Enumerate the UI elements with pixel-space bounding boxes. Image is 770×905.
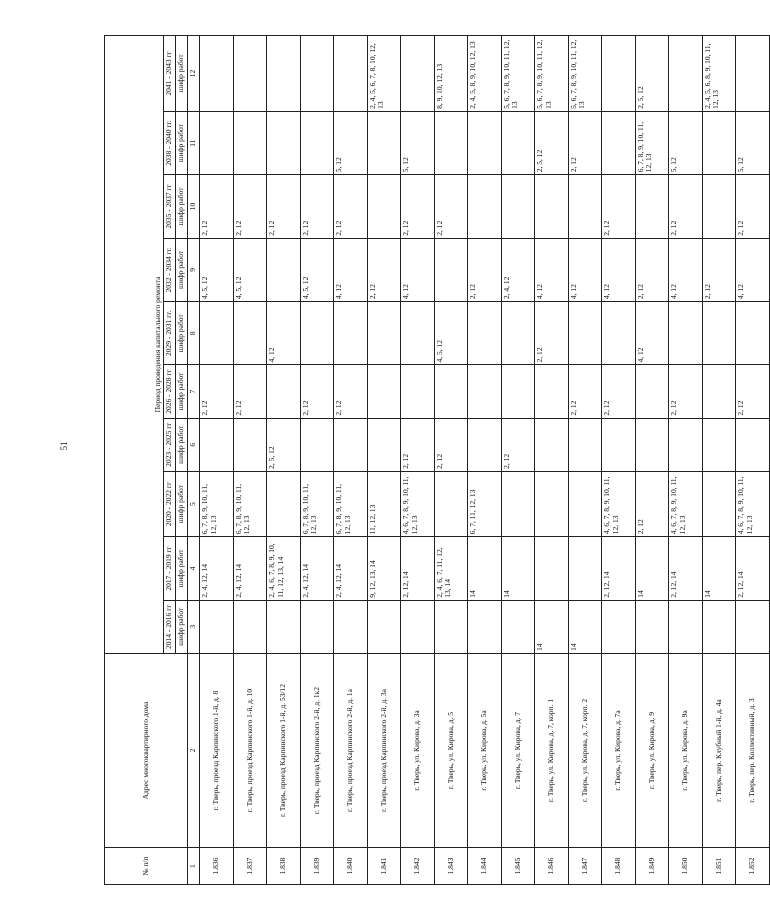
table-row	[200, 36, 234, 885]
work-codes-cell: 6, 7, 8, 9, 10, 11, 12, 13	[233, 471, 267, 536]
work-codes-cell: 2, 12	[702, 238, 736, 301]
work-codes-cell: 5, 6, 7, 8, 9, 10, 11, 12, 13	[568, 36, 602, 112]
work-codes-cell: 4, 6, 7, 8, 9, 10, 11, 12, 13	[401, 471, 435, 536]
work-codes-cell	[736, 600, 770, 653]
work-codes-cell: 14	[568, 600, 602, 653]
work-code-header: шифр работ	[176, 600, 188, 653]
work-codes-cell: 2, 4, 5, 6, 8, 9, 10, 11, 12, 13	[702, 36, 736, 112]
row-number: 1.844	[468, 848, 502, 885]
row-address: г. Тверь, проезд Карпинского 2-й, д. 1а	[334, 653, 368, 847]
work-codes-cell	[702, 175, 736, 238]
period-header: 2035 - 2037 гг	[164, 175, 176, 238]
table-row	[267, 36, 301, 885]
work-codes-cell	[635, 175, 669, 238]
work-codes-cell: 4, 5, 12	[300, 238, 334, 301]
work-codes-cell	[367, 365, 401, 418]
work-codes-cell	[233, 111, 267, 174]
work-codes-cell: 2, 12	[468, 238, 502, 301]
row-address: г. Тверь, ул. Кирова, д. 3а	[401, 653, 435, 847]
work-codes-cell	[200, 36, 234, 112]
column-index: 10	[188, 175, 200, 238]
work-codes-cell	[702, 111, 736, 174]
table-row	[367, 36, 401, 885]
work-codes-cell: 2, 4, 12, 14	[334, 537, 368, 600]
work-codes-cell: 6, 7, 8, 9, 10, 11, 12, 13	[300, 471, 334, 536]
table-row	[568, 36, 602, 885]
work-codes-cell: 2, 4, 6, 7, 11, 12, 13, 14	[434, 537, 468, 600]
work-codes-cell	[401, 600, 435, 653]
work-codes-cell	[702, 302, 736, 365]
work-codes-cell	[535, 537, 569, 600]
work-codes-cell	[267, 238, 301, 301]
work-codes-cell: 6, 7, 8, 9, 10, 11, 12, 13	[635, 111, 669, 174]
table-row	[334, 36, 368, 885]
work-codes-cell	[434, 238, 468, 301]
page-number: 51	[59, 441, 69, 451]
table-row	[535, 36, 569, 885]
work-codes-cell	[468, 365, 502, 418]
row-number: 1.852	[736, 848, 770, 885]
period-header: 2038 - 2040 гг.	[164, 111, 176, 174]
work-codes-cell	[669, 600, 703, 653]
work-codes-cell: 4, 12	[401, 238, 435, 301]
work-codes-cell: 4, 5, 12	[200, 238, 234, 301]
work-codes-cell	[334, 600, 368, 653]
period-header: 2017 - 2019 гг	[164, 537, 176, 600]
period-header: 2041 - 2043 гг	[164, 36, 176, 112]
work-codes-cell: 2, 12	[401, 418, 435, 471]
work-codes-cell	[501, 471, 535, 536]
work-codes-cell: 2, 12	[300, 365, 334, 418]
work-codes-cell	[434, 111, 468, 174]
period-header: 2029 - 2031 гг.	[164, 302, 176, 365]
work-codes-cell: 2, 12	[434, 175, 468, 238]
work-codes-cell: 4, 12	[669, 238, 703, 301]
rotated-page	[104, 35, 756, 885]
work-code-header: шифр работ	[176, 111, 188, 174]
work-codes-cell: 4, 12	[535, 238, 569, 301]
work-codes-cell: 4, 6, 7, 8, 9, 10, 11, 12, 13	[602, 471, 636, 536]
row-address: г. Тверь, ул. Кирова, д. 9а	[669, 653, 703, 847]
table-row	[501, 36, 535, 885]
work-codes-cell: 2, 12, 14	[401, 537, 435, 600]
work-codes-cell	[468, 302, 502, 365]
row-number: 1.847	[568, 848, 602, 885]
column-index: 4	[188, 537, 200, 600]
work-codes-cell: 2, 12	[200, 365, 234, 418]
work-codes-cell: 2, 12, 14	[602, 537, 636, 600]
work-codes-cell: 2, 12	[602, 365, 636, 418]
work-codes-cell: 5, 12	[669, 111, 703, 174]
work-codes-cell: 2, 12	[635, 471, 669, 536]
work-codes-cell	[568, 537, 602, 600]
table-row	[300, 36, 334, 885]
work-codes-cell	[535, 418, 569, 471]
table-row	[702, 36, 736, 885]
row-address: г. Тверь, ул. Кирова, д. 5а	[468, 653, 502, 847]
column-index: 12	[188, 36, 200, 112]
work-codes-cell: 4, 12	[602, 238, 636, 301]
work-code-header: шифр работ	[176, 418, 188, 471]
work-codes-cell	[501, 175, 535, 238]
work-code-header: шифр работ	[176, 537, 188, 600]
row-address: г. Тверь, ул. Кирова, д. 7, корп. 1	[535, 653, 569, 847]
work-codes-cell: 2, 12	[334, 175, 368, 238]
work-codes-cell	[334, 36, 368, 112]
work-codes-cell	[568, 302, 602, 365]
work-codes-cell	[501, 302, 535, 365]
work-codes-cell: 2, 4, 12	[501, 238, 535, 301]
work-codes-cell: 6, 7, 11, 12, 13	[468, 471, 502, 536]
work-codes-cell	[401, 302, 435, 365]
work-codes-cell	[602, 36, 636, 112]
row-number: 1.850	[669, 848, 703, 885]
column-index: 1	[188, 848, 200, 885]
work-codes-cell: 4, 12	[635, 302, 669, 365]
row-number: 1.836	[200, 848, 234, 885]
work-codes-cell	[568, 175, 602, 238]
work-code-header: шифр работ	[176, 238, 188, 301]
period-header: 2023 - 2025 гг	[164, 418, 176, 471]
work-codes-cell	[300, 36, 334, 112]
period-header: 2032 - 2034 гг.	[164, 238, 176, 301]
work-codes-cell	[233, 600, 267, 653]
work-codes-cell: 2, 12	[501, 418, 535, 471]
work-codes-cell	[702, 365, 736, 418]
work-codes-cell	[300, 418, 334, 471]
column-index: 11	[188, 111, 200, 174]
row-address: г. Тверь, проезд Карпинского 2-й, д. 3а	[367, 653, 401, 847]
work-codes-cell	[702, 471, 736, 536]
capital-repair-table	[104, 35, 770, 885]
work-codes-cell: 14	[535, 600, 569, 653]
work-codes-cell: 14	[635, 537, 669, 600]
work-codes-cell	[200, 111, 234, 174]
row-number: 1.841	[367, 848, 401, 885]
work-codes-cell: 2, 12	[233, 365, 267, 418]
column-index: 3	[188, 600, 200, 653]
work-codes-cell: 14	[468, 537, 502, 600]
work-codes-cell: 5, 12	[334, 111, 368, 174]
work-codes-cell	[602, 111, 636, 174]
work-codes-cell: 4, 6, 7, 8, 9, 10, 11, 12, 13	[669, 471, 703, 536]
header-address: Адрес многоквартирного дома	[105, 653, 188, 847]
work-codes-cell: 2, 12	[200, 175, 234, 238]
row-number: 1.845	[501, 848, 535, 885]
period-header: 2020 - 2022 гг	[164, 471, 176, 536]
work-codes-cell: 5, 12	[736, 111, 770, 174]
work-codes-cell: 2, 12	[736, 365, 770, 418]
row-number: 1.837	[233, 848, 267, 885]
work-codes-cell	[602, 302, 636, 365]
column-index: 7	[188, 365, 200, 418]
column-index: 5	[188, 471, 200, 536]
column-index: 8	[188, 302, 200, 365]
table-row	[602, 36, 636, 885]
work-codes-cell: 2, 12	[669, 175, 703, 238]
work-codes-cell: 2, 4, 12, 14	[200, 537, 234, 600]
row-number: 1.843	[434, 848, 468, 885]
row-address: г. Тверь, пер. Клубный 1-й, д. 4а	[702, 653, 736, 847]
row-address: г. Тверь, проезд Карпинского 1-й, д. 53/12	[267, 653, 301, 847]
work-codes-cell: 4, 5, 12	[233, 238, 267, 301]
work-codes-cell: 2, 5, 12	[267, 418, 301, 471]
work-codes-cell: 2, 12	[568, 111, 602, 174]
row-number: 1.851	[702, 848, 736, 885]
work-codes-cell: 2, 4, 6, 7, 8, 9, 10, 11, 12, 13, 14	[267, 537, 301, 600]
work-codes-cell	[501, 600, 535, 653]
work-code-header: шифр работ	[176, 471, 188, 536]
column-index: 2	[188, 653, 200, 847]
work-codes-cell	[602, 600, 636, 653]
work-codes-cell	[334, 302, 368, 365]
period-header: 2014 - 2016 гг	[164, 600, 176, 653]
work-codes-cell: 4, 12	[736, 238, 770, 301]
work-codes-cell: 6, 7, 8, 9, 10, 11, 12, 13	[334, 471, 368, 536]
work-codes-cell	[367, 600, 401, 653]
column-index: 6	[188, 418, 200, 471]
work-codes-cell	[300, 111, 334, 174]
work-codes-cell	[501, 111, 535, 174]
work-codes-cell: 4, 6, 7, 8, 9, 10, 11, 12, 13	[736, 471, 770, 536]
work-codes-cell: 2, 12, 14	[669, 537, 703, 600]
work-codes-cell	[568, 471, 602, 536]
work-code-header: шифр работ	[176, 36, 188, 112]
work-codes-cell: 8, 9, 10, 12, 13	[434, 36, 468, 112]
work-codes-cell	[535, 471, 569, 536]
work-codes-cell	[669, 36, 703, 112]
work-codes-cell	[367, 418, 401, 471]
row-address: г. Тверь, пер. Коллективный, д. 3	[736, 653, 770, 847]
work-codes-cell	[434, 600, 468, 653]
work-codes-cell: 2, 12	[669, 365, 703, 418]
work-code-header: шифр работ	[176, 365, 188, 418]
work-codes-cell: 2, 12	[300, 175, 334, 238]
work-codes-cell: 4, 12	[568, 238, 602, 301]
work-codes-cell: 2, 4, 12, 14	[300, 537, 334, 600]
row-address: г. Тверь, проезд Карпинского 1-й, д. 10	[233, 653, 267, 847]
work-codes-cell: 4, 12	[267, 302, 301, 365]
work-codes-cell: 9, 12, 13, 14	[367, 537, 401, 600]
work-codes-cell	[267, 600, 301, 653]
table-row	[468, 36, 502, 885]
work-codes-cell	[233, 36, 267, 112]
work-codes-cell	[334, 418, 368, 471]
row-number: 1.846	[535, 848, 569, 885]
row-number: 1.842	[401, 848, 435, 885]
work-codes-cell	[200, 302, 234, 365]
work-codes-cell: 2, 5, 12	[535, 111, 569, 174]
work-codes-cell: 2, 12	[267, 175, 301, 238]
header-no: № п/п	[105, 848, 188, 885]
work-codes-cell	[367, 302, 401, 365]
work-codes-cell	[602, 418, 636, 471]
row-number: 1.849	[635, 848, 669, 885]
work-codes-cell	[367, 175, 401, 238]
work-codes-cell: 2, 12	[736, 175, 770, 238]
work-codes-cell	[300, 302, 334, 365]
table-row	[635, 36, 669, 885]
work-codes-cell: 2, 12, 14	[736, 537, 770, 600]
work-codes-cell	[468, 111, 502, 174]
work-code-header: шифр работ	[176, 175, 188, 238]
period-header: 2026 - 2028 гг	[164, 365, 176, 418]
work-codes-cell	[669, 418, 703, 471]
work-codes-cell	[434, 471, 468, 536]
work-codes-cell	[702, 418, 736, 471]
row-address: г. Тверь, ул. Кирова, д. 5	[434, 653, 468, 847]
work-codes-cell	[200, 418, 234, 471]
work-codes-cell: 14	[702, 537, 736, 600]
work-codes-cell: 2, 12	[535, 302, 569, 365]
work-codes-cell: 5, 12	[401, 111, 435, 174]
work-codes-cell: 2, 12	[233, 175, 267, 238]
work-codes-cell: 6, 7, 8, 9, 10, 11, 12, 13	[200, 471, 234, 536]
work-codes-cell	[401, 365, 435, 418]
work-codes-cell	[736, 418, 770, 471]
work-codes-cell: 2, 12	[434, 418, 468, 471]
work-codes-cell	[635, 600, 669, 653]
work-codes-cell: 2, 4, 5, 6, 7, 8, 10, 12, 13	[367, 36, 401, 112]
work-codes-cell: 2, 5, 12	[635, 36, 669, 112]
row-number: 1.840	[334, 848, 368, 885]
table-row	[401, 36, 435, 885]
work-codes-cell: 5, 6, 7, 8, 9, 10, 11, 12, 13	[501, 36, 535, 112]
work-codes-cell	[434, 365, 468, 418]
work-codes-cell	[468, 600, 502, 653]
work-codes-cell: 2, 4, 12, 14	[233, 537, 267, 600]
work-codes-cell: 4, 5, 12	[434, 302, 468, 365]
work-codes-cell	[736, 302, 770, 365]
work-codes-cell: 2, 12	[602, 175, 636, 238]
work-codes-cell	[267, 111, 301, 174]
row-address: г. Тверь, ул. Кирова, д. 7	[501, 653, 535, 847]
row-number: 1.848	[602, 848, 636, 885]
work-codes-cell	[736, 36, 770, 112]
work-codes-cell: 4, 12	[334, 238, 368, 301]
work-codes-cell	[233, 418, 267, 471]
row-number: 1.838	[267, 848, 301, 885]
work-codes-cell	[702, 600, 736, 653]
work-code-header: шифр работ	[176, 302, 188, 365]
row-address: г. Тверь, ул. Кирова, д. 7, корп. 2	[568, 653, 602, 847]
work-codes-cell: 2, 12	[334, 365, 368, 418]
work-codes-cell	[267, 365, 301, 418]
work-codes-cell	[468, 175, 502, 238]
work-codes-cell	[401, 36, 435, 112]
table-row	[669, 36, 703, 885]
table-row	[434, 36, 468, 885]
work-codes-cell: 2, 12	[401, 175, 435, 238]
work-codes-cell: 2, 12	[568, 365, 602, 418]
work-codes-cell	[267, 471, 301, 536]
row-number: 1.839	[300, 848, 334, 885]
row-address: г. Тверь, ул. Кирова, д. 7а	[602, 653, 636, 847]
work-codes-cell	[233, 302, 267, 365]
work-codes-cell	[367, 111, 401, 174]
work-codes-cell: 5, 6, 7, 8, 9, 10, 11, 12, 13	[535, 36, 569, 112]
work-codes-cell: 2, 12	[367, 238, 401, 301]
work-codes-cell: 14	[501, 537, 535, 600]
table-row	[736, 36, 770, 885]
work-codes-cell: 2, 4, 5, 8, 9, 10, 12, 13	[468, 36, 502, 112]
work-codes-cell	[200, 600, 234, 653]
work-codes-cell	[501, 365, 535, 418]
work-codes-cell	[535, 175, 569, 238]
work-codes-cell: 2, 12	[635, 238, 669, 301]
work-codes-cell	[669, 302, 703, 365]
table-row	[233, 36, 267, 885]
row-address: г. Тверь, ул. Кирова, д. 9	[635, 653, 669, 847]
work-codes-cell	[468, 418, 502, 471]
row-address: г. Тверь, проезд Карпинского 2-й, д. 1к2	[300, 653, 334, 847]
work-codes-cell	[635, 418, 669, 471]
work-codes-cell: 11, 12, 13	[367, 471, 401, 536]
work-codes-cell	[635, 365, 669, 418]
work-codes-cell	[568, 418, 602, 471]
header-period: Период проведения капитального ремонта	[105, 36, 164, 654]
row-address: г. Тверь, проезд Карпинского 1-й, д. 8	[200, 653, 234, 847]
work-codes-cell	[267, 36, 301, 112]
work-codes-cell	[535, 365, 569, 418]
column-index: 9	[188, 238, 200, 301]
work-codes-cell	[300, 600, 334, 653]
